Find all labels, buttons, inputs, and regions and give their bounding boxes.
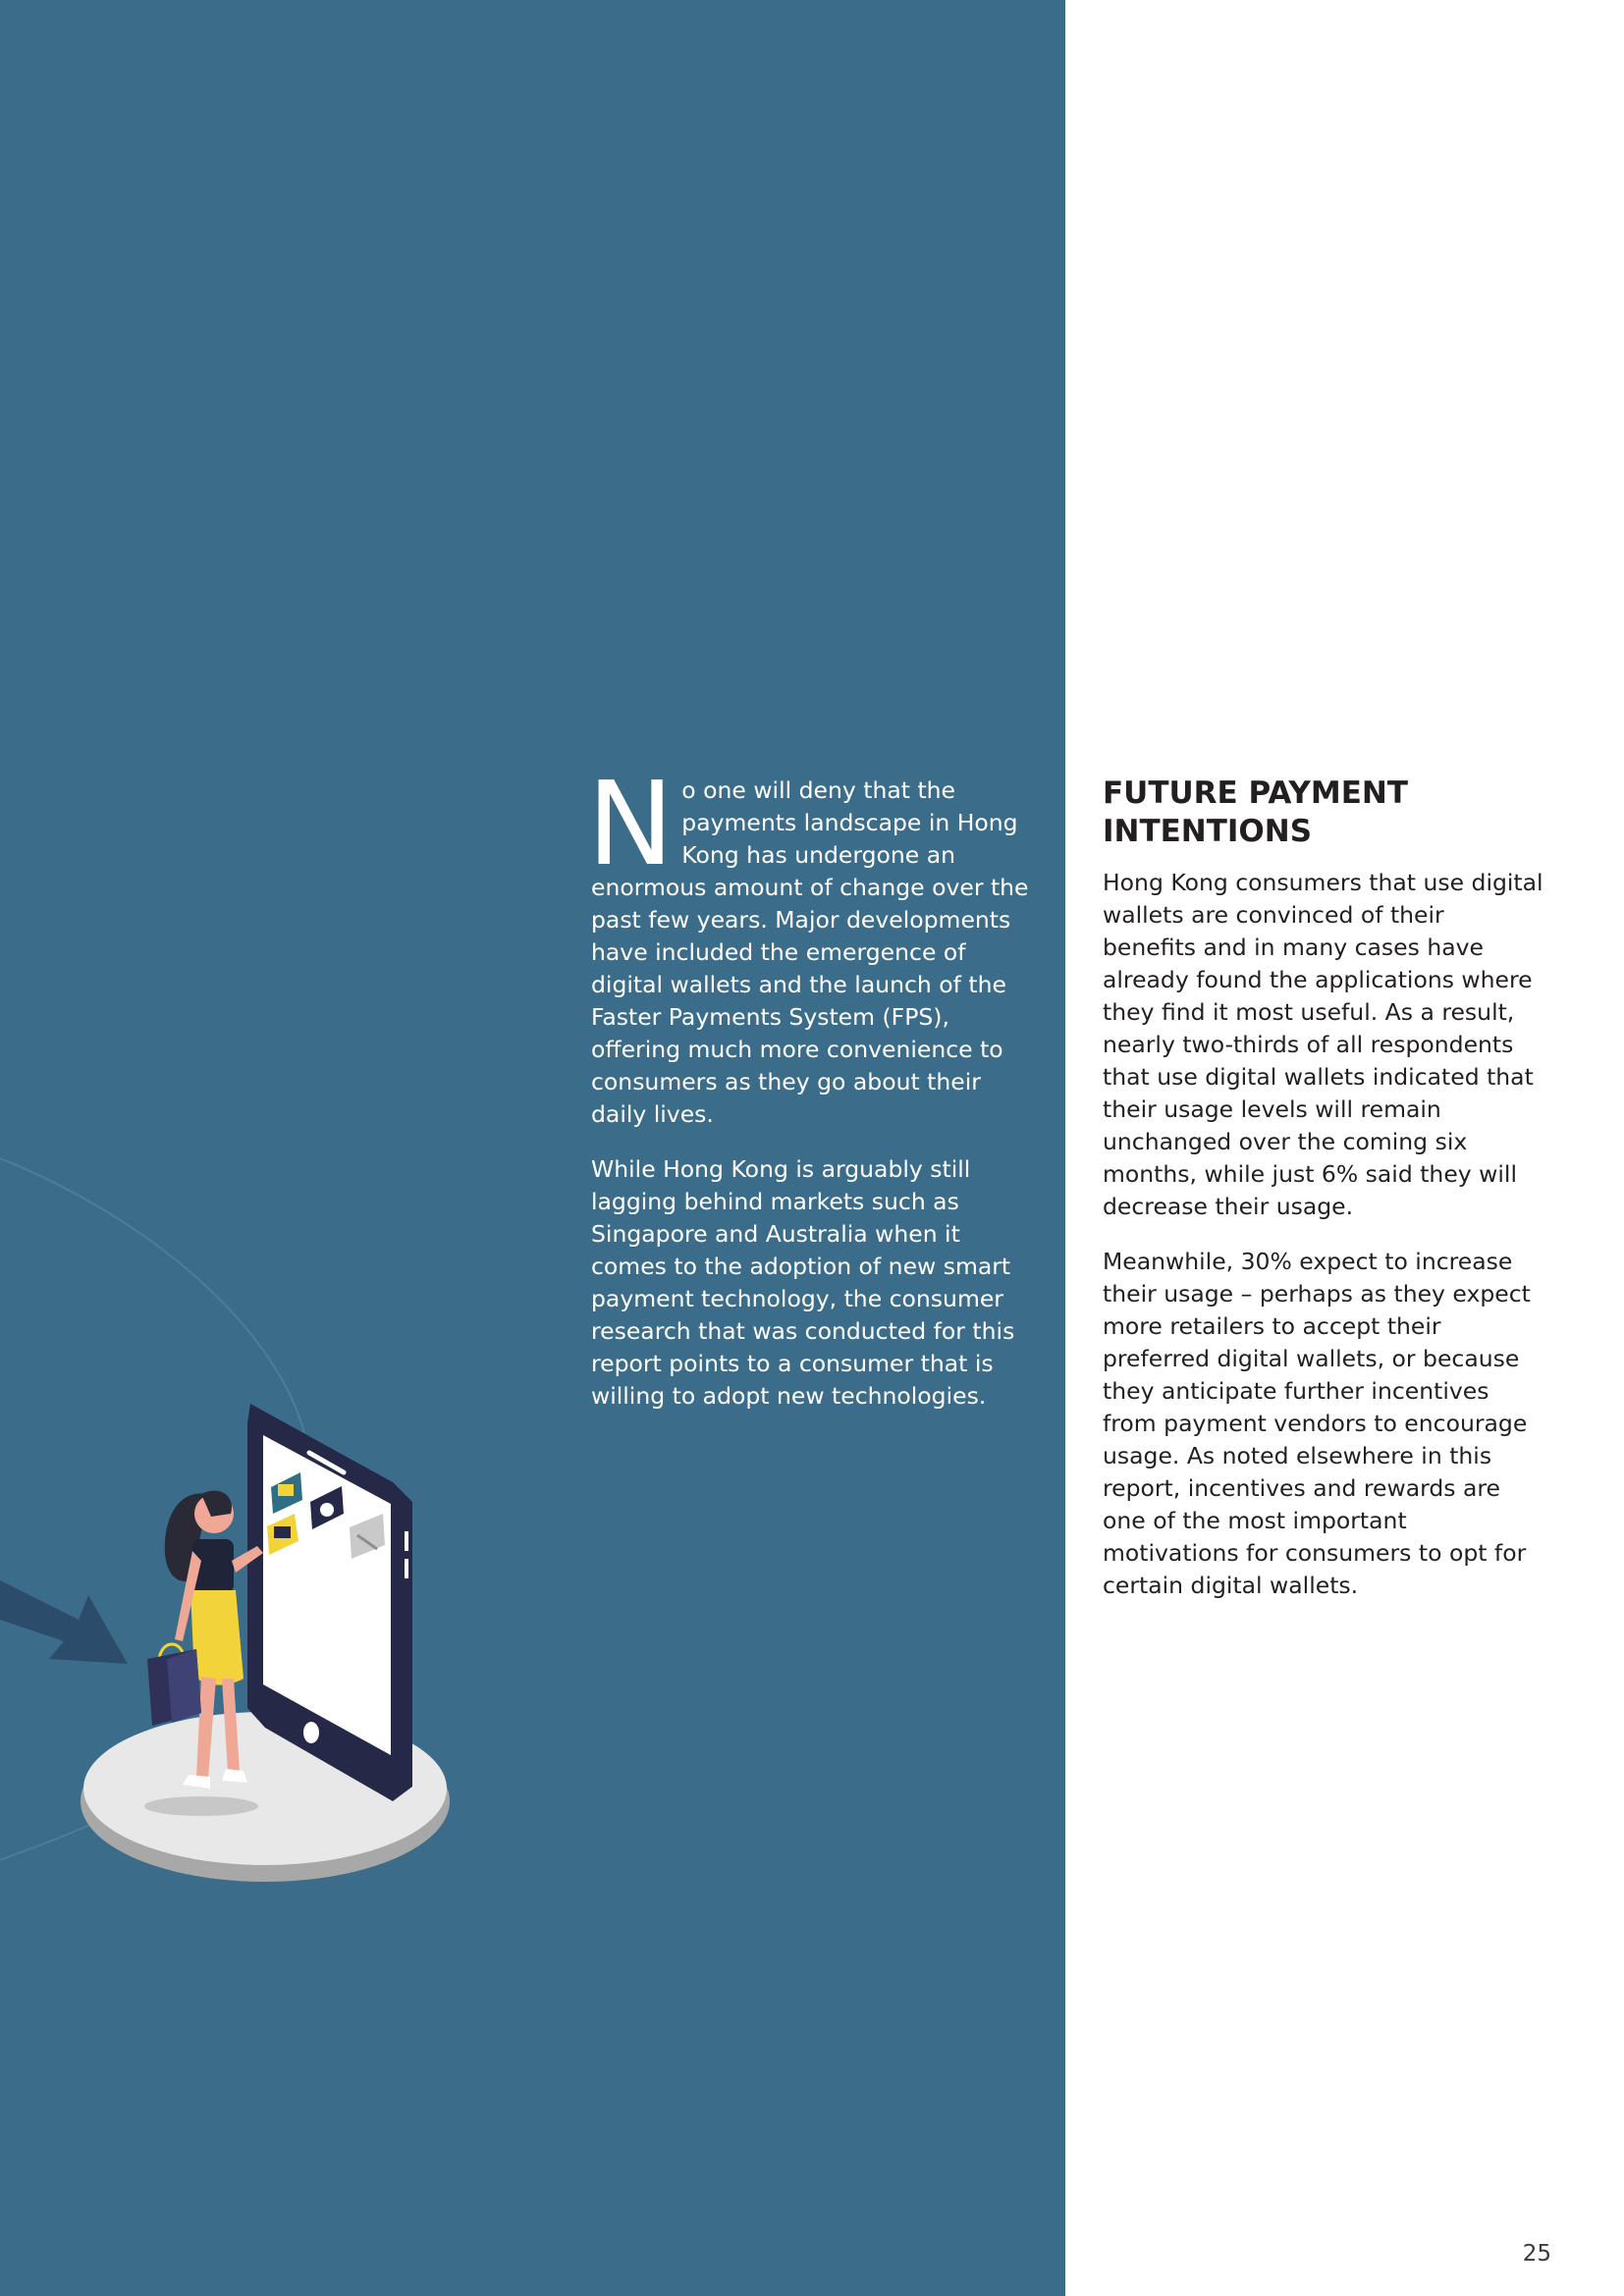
decorative-arc-lower	[0, 1821, 98, 1860]
intro-paragraph-text: o one will deny that the payments landscape in Hong Kong has undergone an enormous amount of change over the past few years. Major developments have included the emergence of digital wallets and the launch of the Faster Payments System (FPS), offering much more convenience to consumers as they go about their daily lives.	[591, 776, 1029, 1128]
drop-cap: N	[587, 756, 675, 891]
person-skirt	[190, 1590, 244, 1685]
phone-home-button	[303, 1722, 319, 1743]
second-paragraph: While Hong Kong is arguably still lagging behind markets such as Singapore and Australia when it comes to the adoption of new smart payment technology, the consumer research that was conducted for this report points to a consumer that is willing to adopt new technologies.	[591, 1155, 1015, 1410]
shopping-bag-icon	[147, 1644, 201, 1726]
person-shadow	[144, 1796, 258, 1816]
phone-shopping-illustration	[0, 1129, 550, 1914]
arrow-icon	[0, 1580, 128, 1664]
right-paragraph-2: Meanwhile, 30% expect to increase their usage – perhaps as they expect more retailers to accept their preferred digital wallets, or because they anticipate further incentives from payment vendors to encourage usage. As noted elsewhere in this report, incentives and rewards are one of the most important motivations for consumers to opt for certain digital wallets.	[1103, 1248, 1531, 1599]
right-paragraph-1: Hong Kong consumers that use digital wallets are convinced of their benefits and in many cases have already found the applications where they find it most useful. As a result, nearly two-thirds of all respondents that use digital wallets indicated that their usage levels will remain unchanged over the coming six months, while just 6% said they will decrease their usage.	[1103, 869, 1543, 1220]
decorative-arc	[0, 1158, 304, 1433]
right-text-column	[1103, 774, 1544, 1625]
left-text-column	[587, 756, 1038, 1435]
intro-paragraph	[587, 756, 1038, 1131]
section-heading: FUTURE PAYMENT INTENTIONS	[1103, 775, 1408, 849]
page-number: 25	[1522, 2241, 1551, 2267]
